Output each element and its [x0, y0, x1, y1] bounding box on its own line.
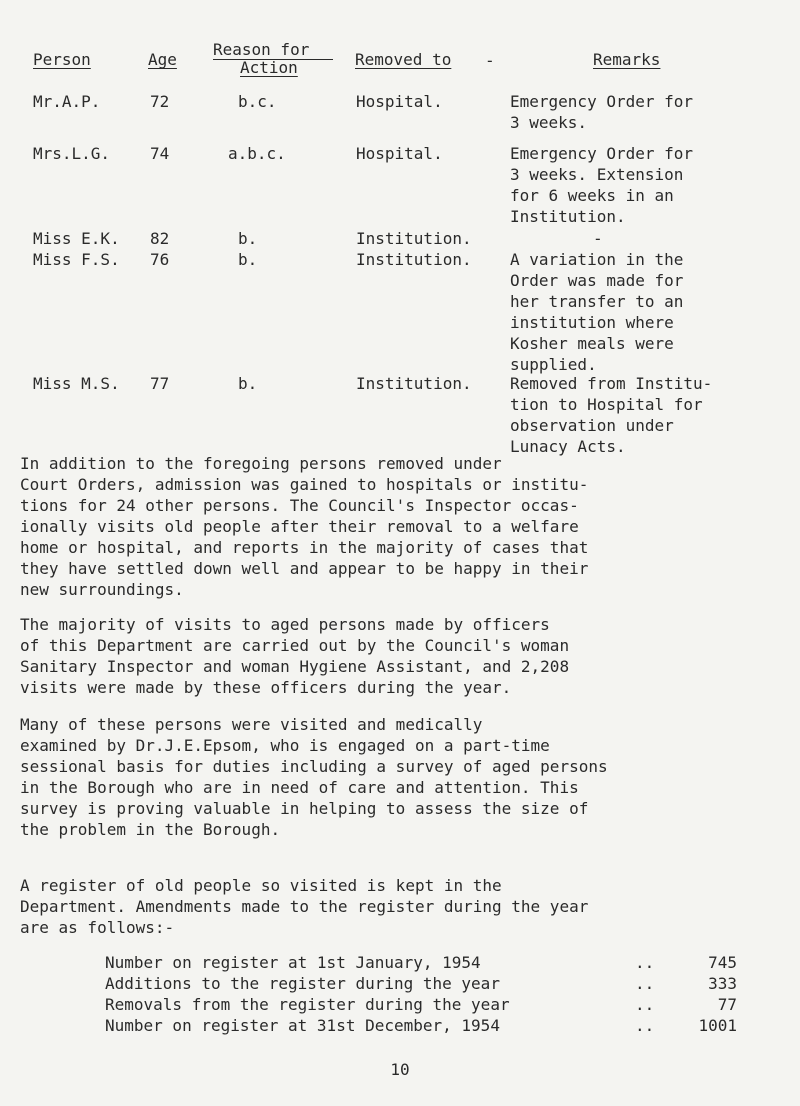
row-5-age: 77 — [150, 374, 170, 393]
register-value: 77 — [717, 995, 737, 1014]
page-number: 10 — [390, 1060, 410, 1079]
header-reason-line2: Action — [240, 58, 298, 77]
row-2-reason: a.b.c. — [228, 144, 286, 163]
register-value: 333 — [708, 974, 737, 993]
paragraph-2: The majority of visits to aged persons made by officers of this Department are carried out by the Council's woman Sanitary Inspector and woman Hygiene Assistant, and 2,208 visits were made by these officers during the year. — [20, 615, 570, 697]
row-2-remarks: Emergency Order for 3 weeks. Extension for 6 weeks in an Institution. — [510, 144, 694, 226]
row-3-remarks: - — [593, 229, 603, 248]
register-value: 1001 — [698, 1016, 737, 1035]
row-3-removed-to: Institution. — [356, 229, 472, 248]
paragraph-1: In addition to the foregoing persons removed under Court Orders, admission was gained to hospitals or institu- tions for 24 other persons. The Council's Inspector occas- ionally visits old people after their removal to a welfare home or hospital, and reports in the majority of cases that they have settled down well and appear to be happy in their new surroundings. — [20, 454, 589, 599]
row-3-age: 82 — [150, 229, 170, 248]
row-2-age: 74 — [150, 144, 170, 163]
row-5-remarks: Removed from Institu- tion to Hospital for observation under Lunacy Acts. — [510, 374, 713, 456]
register-label: Number on register at 31st December, 1954 — [105, 1016, 500, 1035]
header-dash: - — [485, 51, 495, 70]
row-4-remarks: A variation in the Order was made for her transfer to an institution where Kosher meals were supplied. — [510, 250, 684, 374]
register-dots: .. — [635, 953, 655, 972]
row-3-reason: b. — [238, 229, 258, 248]
register-value: 745 — [708, 953, 737, 972]
row-1-reason: b.c. — [238, 92, 277, 111]
row-1-age: 72 — [150, 92, 170, 111]
row-2-removed-to: Hospital. — [356, 144, 443, 163]
register-row-4 — [105, 1015, 745, 1036]
register-dots: .. — [635, 995, 655, 1014]
row-1-removed-to: Hospital. — [356, 92, 443, 111]
header-reason-line1: Reason for — [213, 40, 310, 59]
row-4-reason: b. — [238, 250, 258, 269]
header-reason-underline — [213, 59, 333, 60]
paragraph-4: A register of old people so visited is kept in the Department. Amendments made to the register during the year are as follows:- — [20, 876, 589, 937]
header-age: Age — [148, 50, 177, 69]
header-removed-to: Removed to — [355, 50, 452, 69]
row-5-removed-to: Institution. — [356, 374, 472, 393]
row-4-person: Miss F.S. — [33, 250, 120, 269]
header-person: Person — [33, 50, 91, 69]
register-label: Additions to the register during the year — [105, 974, 500, 993]
row-4-removed-to: Institution. — [356, 250, 472, 269]
register-row-2 — [105, 973, 745, 994]
register-label: Number on register at 1st January, 1954 — [105, 953, 481, 972]
row-3-person: Miss E.K. — [33, 229, 120, 248]
row-4-age: 76 — [150, 250, 170, 269]
row-1-remarks: Emergency Order for 3 weeks. — [510, 92, 694, 132]
register-row-3 — [105, 994, 745, 1015]
register-dots: .. — [635, 1016, 655, 1035]
paragraph-3: Many of these persons were visited and medically examined by Dr.J.E.Epsom, who is engaged on a part-time sessional basis for duties including a survey of aged persons in the Borough who are in need of care and attention. This survey is proving valuable in helping to assess the size of the problem in the Borough. — [20, 715, 608, 839]
row-5-person: Miss M.S. — [33, 374, 120, 393]
header-remarks: Remarks — [593, 50, 661, 69]
register-row-1 — [105, 952, 745, 973]
row-5-reason: b. — [238, 374, 258, 393]
row-2-person: Mrs.L.G. — [33, 144, 111, 163]
register-label: Removals from the register during the year — [105, 995, 510, 1014]
row-1-person: Mr.A.P. — [33, 92, 101, 111]
register-dots: .. — [635, 974, 655, 993]
